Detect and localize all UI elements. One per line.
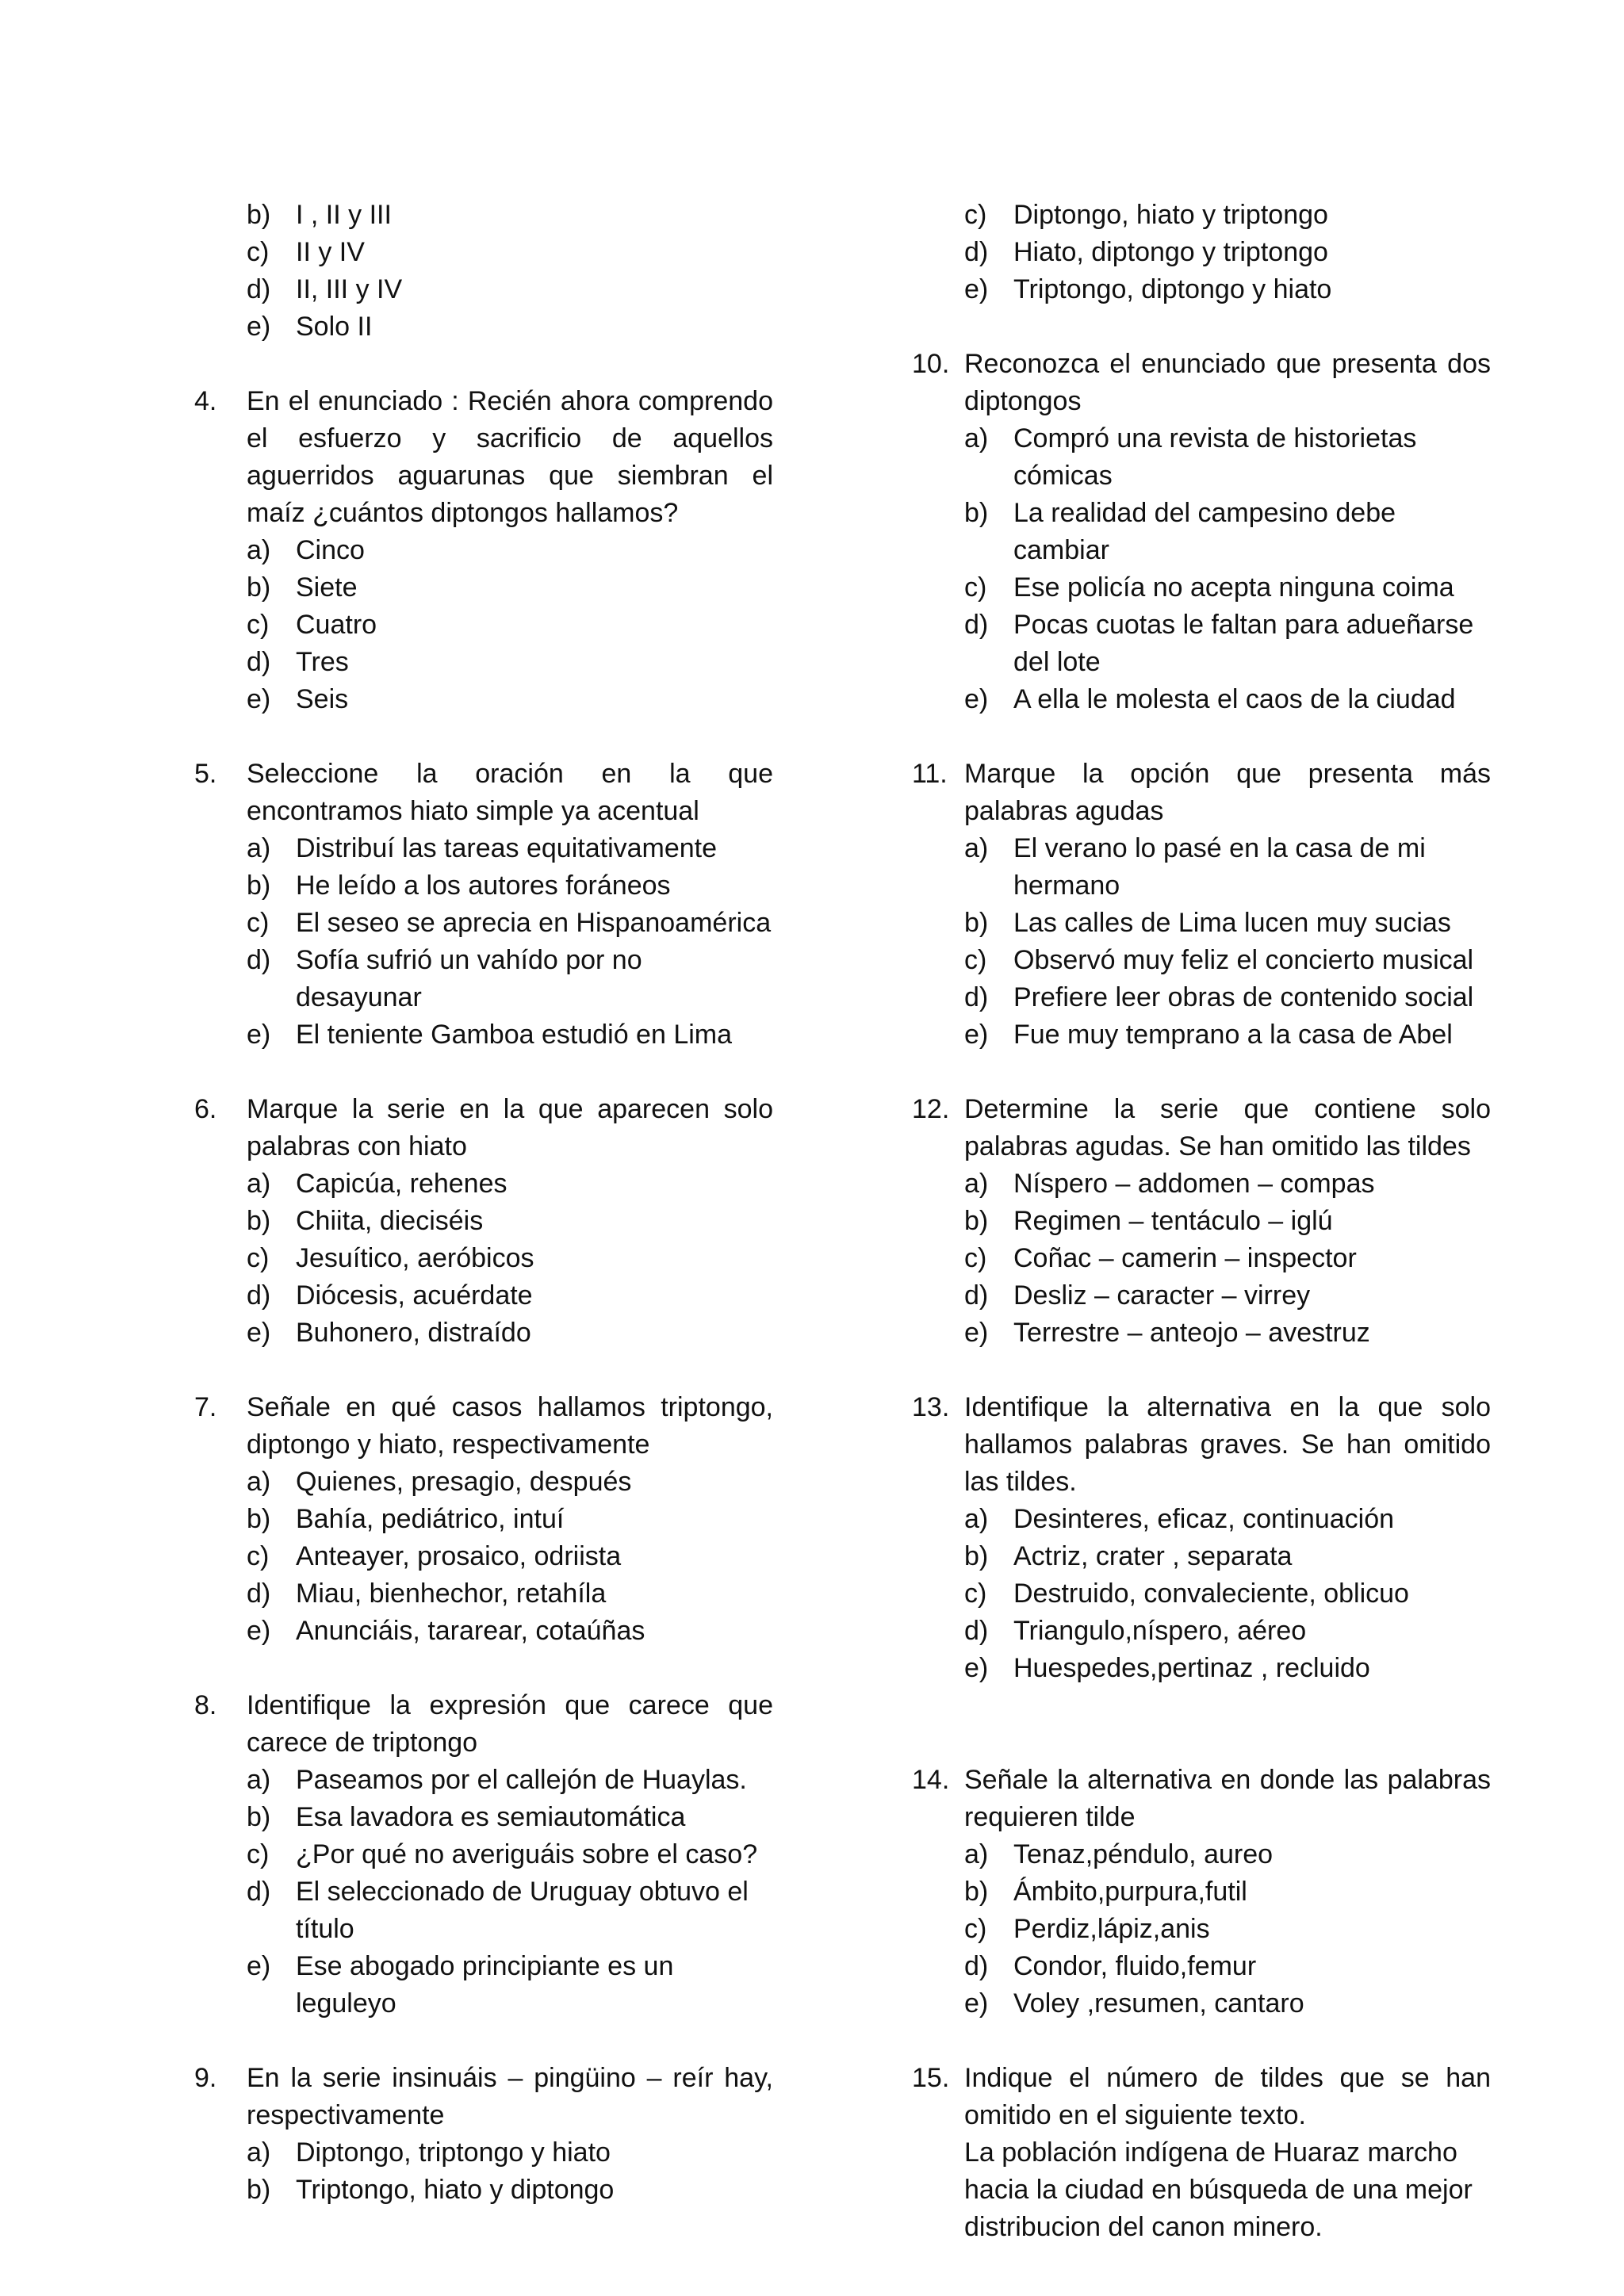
option-letter: e) [964,684,989,714]
option-b [964,1203,1491,1240]
question-8 [194,1687,773,2022]
question-text: Indique el número de tildes que se han omitido en el siguiente texto. [964,2063,1491,2130]
question-15 [912,2060,1491,2246]
option-c [964,569,1491,607]
option-b [247,2172,773,2209]
option-letter: c) [247,1243,270,1273]
option-text: Voley ,resumen, cantaro [1013,1988,1304,2019]
question-number: 13. [912,1392,950,1422]
question-text: Marque la serie en la que aparecen solo palabras con hiato [247,1094,773,1161]
option-b [964,495,1491,569]
option-text: Diptongo, triptongo y hiato [296,2137,611,2168]
option-letter: d) [964,1280,989,1311]
option-d [964,1613,1491,1650]
option-e [247,1314,773,1352]
option-letter: a) [247,1467,271,1497]
option-letter: d) [247,1578,271,1609]
option-b [964,905,1491,942]
option-letter: d) [247,1280,271,1311]
question-number: 10. [912,349,950,379]
question-number: 4. [194,386,217,416]
option-c [964,197,1491,234]
option-letter: a) [247,833,271,863]
option-a [964,830,1491,905]
passage-text: La población indígena de Huaraz marcho hacia la ciudad en búsqueda de una mejor distribucion del canon minero. [964,2137,1473,2242]
option-letter: e) [964,1318,989,1348]
question-number: 11. [912,759,948,789]
option-letter: b) [247,572,271,603]
option-c [247,234,773,271]
option-letter: b) [247,1504,271,1534]
option-letter: d) [247,1877,271,1907]
option-text: Sofía sufrió un vahído por no desayunar [296,945,642,1012]
option-list [964,420,1491,718]
option-letter: e) [964,1988,989,2019]
option-letter: d) [964,1951,989,1981]
option-letter: a) [247,1765,271,1795]
q9-continuation [912,197,1491,308]
option-text: Miau, bienhechor, retahíla [296,1578,607,1609]
option-text: Desliz – caracter – virrey [1013,1280,1311,1311]
option-b [964,1873,1491,1911]
question-number: 8. [194,1690,217,1720]
question-number: 9. [194,2063,217,2093]
option-text: Jesuítico, aeróbicos [296,1243,534,1273]
option-text: Condor, fluido,femur [1013,1951,1257,1981]
option-e [247,1613,773,1650]
option-text: He leído a los autores foráneos [296,871,671,901]
question-text: Identifique la alternativa en la que solo hallamos palabras graves. Se han omitido las tildes. [964,1392,1491,1497]
option-text: Anteayer, prosaico, odriista [296,1541,622,1571]
option-letter: c) [964,200,987,230]
question-9 [194,2060,773,2209]
question-10 [912,346,1491,718]
option-text: Paseamos por el callejón de Huaylas. [296,1765,747,1795]
option-text: Fue muy temprano a la casa de Abel [1013,1020,1453,1050]
option-c [247,905,773,942]
option-letter: b) [247,871,271,901]
option-letter: e) [247,684,271,714]
option-letter: d) [247,647,271,677]
question-7 [194,1389,773,1650]
option-text: El seleccionado de Uruguay obtuvo el título [296,1877,749,1944]
option-list [247,1165,773,1352]
option-letter: b) [247,2175,271,2205]
option-letter: d) [247,274,271,304]
option-c [247,607,773,644]
question-text: En la serie insinuáis – pingüino – reír hay, respectivamente [247,2063,773,2130]
option-a [247,2134,773,2172]
option-text: Triptongo, hiato y diptongo [296,2175,615,2205]
option-list [247,1464,773,1650]
option-text: Ese abogado principiante es un leguleyo [296,1951,674,2019]
option-d [964,1948,1491,1985]
option-text: Tres [296,647,349,677]
question-13 [912,1389,1491,1687]
option-text: Siete [296,572,358,603]
option-d [964,979,1491,1016]
option-letter: e) [247,1318,271,1348]
option-e [964,271,1491,308]
question-5 [194,756,773,1054]
option-text: ¿Por qué no averiguáis sobre el caso? [296,1839,758,1869]
option-text: Actriz, crater , separata [1013,1541,1293,1571]
option-letter: b) [247,1802,271,1832]
option-c [247,1836,773,1873]
option-c [964,942,1491,979]
option-letter: c) [964,1914,987,1944]
option-list [247,197,773,346]
option-text: El seseo se aprecia en Hispanoamérica [296,908,772,938]
question-number: 5. [194,759,217,789]
option-e [247,681,773,718]
option-letter: c) [247,1839,270,1869]
option-list [247,2134,773,2209]
option-c [964,1911,1491,1948]
option-letter: b) [247,1206,271,1236]
question-number: 6. [194,1094,217,1124]
right-column [912,197,1491,2246]
option-d [964,607,1491,681]
option-letter: b) [964,1541,989,1571]
option-b [247,867,773,905]
option-b [964,1538,1491,1575]
option-text: Triptongo, diptongo y hiato [1013,274,1332,304]
option-list [964,830,1491,1054]
option-text: Tenaz,péndulo, aureo [1013,1839,1274,1869]
option-e [964,1016,1491,1054]
question-text: Señale la alternativa en donde las palabras requieren tilde [964,1765,1491,1832]
option-text: Capicúa, rehenes [296,1169,508,1199]
option-b [247,197,773,234]
option-letter: c) [247,610,270,640]
option-text: II, III y IV [296,274,403,304]
option-text: Triangulo,níspero, aéreo [1013,1616,1307,1646]
option-text: Solo II [296,312,373,342]
question-text: Seleccione la oración en la que encontramos hiato simple ya acentual [247,759,773,826]
option-c [247,1538,773,1575]
option-letter: b) [247,200,271,230]
option-text: Huespedes,pertinaz , recluido [1013,1653,1370,1683]
option-letter: b) [964,908,989,938]
option-list [964,1165,1491,1352]
question-14 [912,1762,1491,2022]
option-d [247,644,773,681]
option-letter: d) [964,1616,989,1646]
option-letter: c) [964,572,987,603]
option-a [964,1501,1491,1538]
option-letter: e) [964,1020,989,1050]
question-text: Determine la serie que contiene solo palabras agudas. Se han omitido las tildes [964,1094,1491,1161]
option-letter: b) [964,1206,989,1236]
option-text: Hiato, diptongo y triptongo [1013,237,1328,267]
option-text: Regimen – tentáculo – iglú [1013,1206,1333,1236]
option-text: Prefiere leer obras de contenido social [1013,982,1474,1012]
option-letter: a) [247,535,271,565]
question-text: Marque la opción que presenta más palabras agudas [964,759,1491,826]
q3-continuation [194,197,773,346]
option-text: Quienes, presagio, después [296,1467,632,1497]
option-d [247,271,773,308]
option-letter: e) [247,1951,271,1981]
question-text: Reconozca el enunciado que presenta dos diptongos [964,349,1491,416]
option-d [247,1575,773,1613]
option-text: Terrestre – anteojo – avestruz [1013,1318,1370,1348]
option-d [247,1277,773,1314]
option-text: Destruido, convaleciente, oblicuo [1013,1578,1409,1609]
question-number: 7. [194,1392,217,1422]
option-b [247,1799,773,1836]
option-b [247,1203,773,1240]
option-text: Seis [296,684,349,714]
option-a [247,830,773,867]
option-letter: c) [247,908,270,938]
option-list [964,1501,1491,1687]
option-text: Coñac – camerin – inspector [1013,1243,1357,1273]
option-text: Chiita, dieciséis [296,1206,484,1236]
option-a [247,1464,773,1501]
option-a [247,1762,773,1799]
option-e [964,1985,1491,2022]
option-d [964,1277,1491,1314]
option-letter: d) [964,237,989,267]
option-letter: d) [247,945,271,975]
option-list [247,532,773,718]
option-letter: a) [247,1169,271,1199]
option-text: Observó muy feliz el concierto musical [1013,945,1474,975]
option-text: II y IV [296,237,365,267]
option-letter: e) [247,1020,271,1050]
option-text: Cinco [296,535,365,565]
option-c [964,1575,1491,1613]
option-letter: c) [964,1243,987,1273]
option-text: Diócesis, acuérdate [296,1280,533,1311]
option-e [964,1650,1491,1687]
option-e [247,308,773,346]
option-letter: a) [964,1169,989,1199]
option-letter: a) [964,1839,989,1869]
question-4 [194,383,773,718]
option-letter: a) [964,833,989,863]
option-letter: c) [964,1578,987,1609]
option-letter: e) [964,1653,989,1683]
option-text: Anunciáis, tararear, cotaúñas [296,1616,645,1646]
option-text: Esa lavadora es semiautomática [296,1802,686,1832]
option-letter: d) [964,982,989,1012]
option-text: Bahía, pediátrico, intuí [296,1504,565,1534]
option-text: Diptongo, hiato y triptongo [1013,200,1328,230]
option-letter: e) [964,274,989,304]
option-text: El verano lo pasé en la casa de mi hermano [1013,833,1426,901]
option-list [964,197,1491,308]
option-b [247,569,773,607]
option-letter: e) [247,312,271,342]
option-d [247,1873,773,1948]
option-text: Cuatro [296,610,377,640]
option-text: Desinteres, eficaz, continuación [1013,1504,1395,1534]
option-list [247,1762,773,2022]
option-letter: b) [964,498,989,528]
option-a [247,532,773,569]
option-letter: c) [247,237,270,267]
option-text: Ese policía no acepta ninguna coima [1013,572,1454,603]
option-list [247,830,773,1054]
option-e [247,1948,773,2022]
option-text: Perdiz,lápiz,anis [1013,1914,1210,1944]
option-d [964,234,1491,271]
question-text: Identifique la expresión que carece que carece de triptongo [247,1690,773,1758]
option-e [964,1314,1491,1352]
option-e [247,1016,773,1054]
option-text: Níspero – addomen – compas [1013,1169,1375,1199]
option-a [964,1165,1491,1203]
question-number: 14. [912,1765,950,1795]
option-letter: e) [247,1616,271,1646]
option-text: La realidad del campesino debe cambiar [1013,498,1396,565]
option-a [964,420,1491,495]
option-letter: c) [247,1541,270,1571]
option-letter: d) [964,610,989,640]
question-number: 15. [912,2063,950,2093]
option-letter: a) [247,2137,271,2168]
question-12 [912,1091,1491,1352]
option-text: Distribuí las tareas equitativamente [296,833,718,863]
question-text: Señale en qué casos hallamos triptongo, diptongo y hiato, respectivamente [247,1392,773,1460]
option-letter: a) [964,423,989,453]
question-6 [194,1091,773,1352]
option-text: Compró una revista de historietas cómicas [1013,423,1417,491]
question-number: 12. [912,1094,950,1124]
option-letter: b) [964,1877,989,1907]
option-c [964,1240,1491,1277]
option-text: Las calles de Lima lucen muy sucias [1013,908,1451,938]
option-text: El teniente Gamboa estudió en Lima [296,1020,733,1050]
option-a [964,1836,1491,1873]
option-text: Pocas cuotas le faltan para adueñarse del lote [1013,610,1474,677]
option-text: A ella le molesta el caos de la ciudad [1013,684,1456,714]
option-text: Ámbito,purpura,futil [1013,1877,1247,1907]
option-e [964,681,1491,718]
option-letter: a) [964,1504,989,1534]
option-text: Buhonero, distraído [296,1318,531,1348]
option-text: I , II y III [296,200,392,230]
option-a [247,1165,773,1203]
option-d [247,942,773,1016]
option-c [247,1240,773,1277]
option-letter: c) [964,945,987,975]
question-11 [912,756,1491,1054]
option-b [247,1501,773,1538]
question-text: En el enunciado : Recién ahora comprendo el esfuerzo y sacrificio de aquellos aguerridos aguarunas que siembran el maíz ¿cuántos diptongos hallamos? [247,386,773,528]
left-column [194,197,773,2209]
option-list [964,1836,1491,2022]
